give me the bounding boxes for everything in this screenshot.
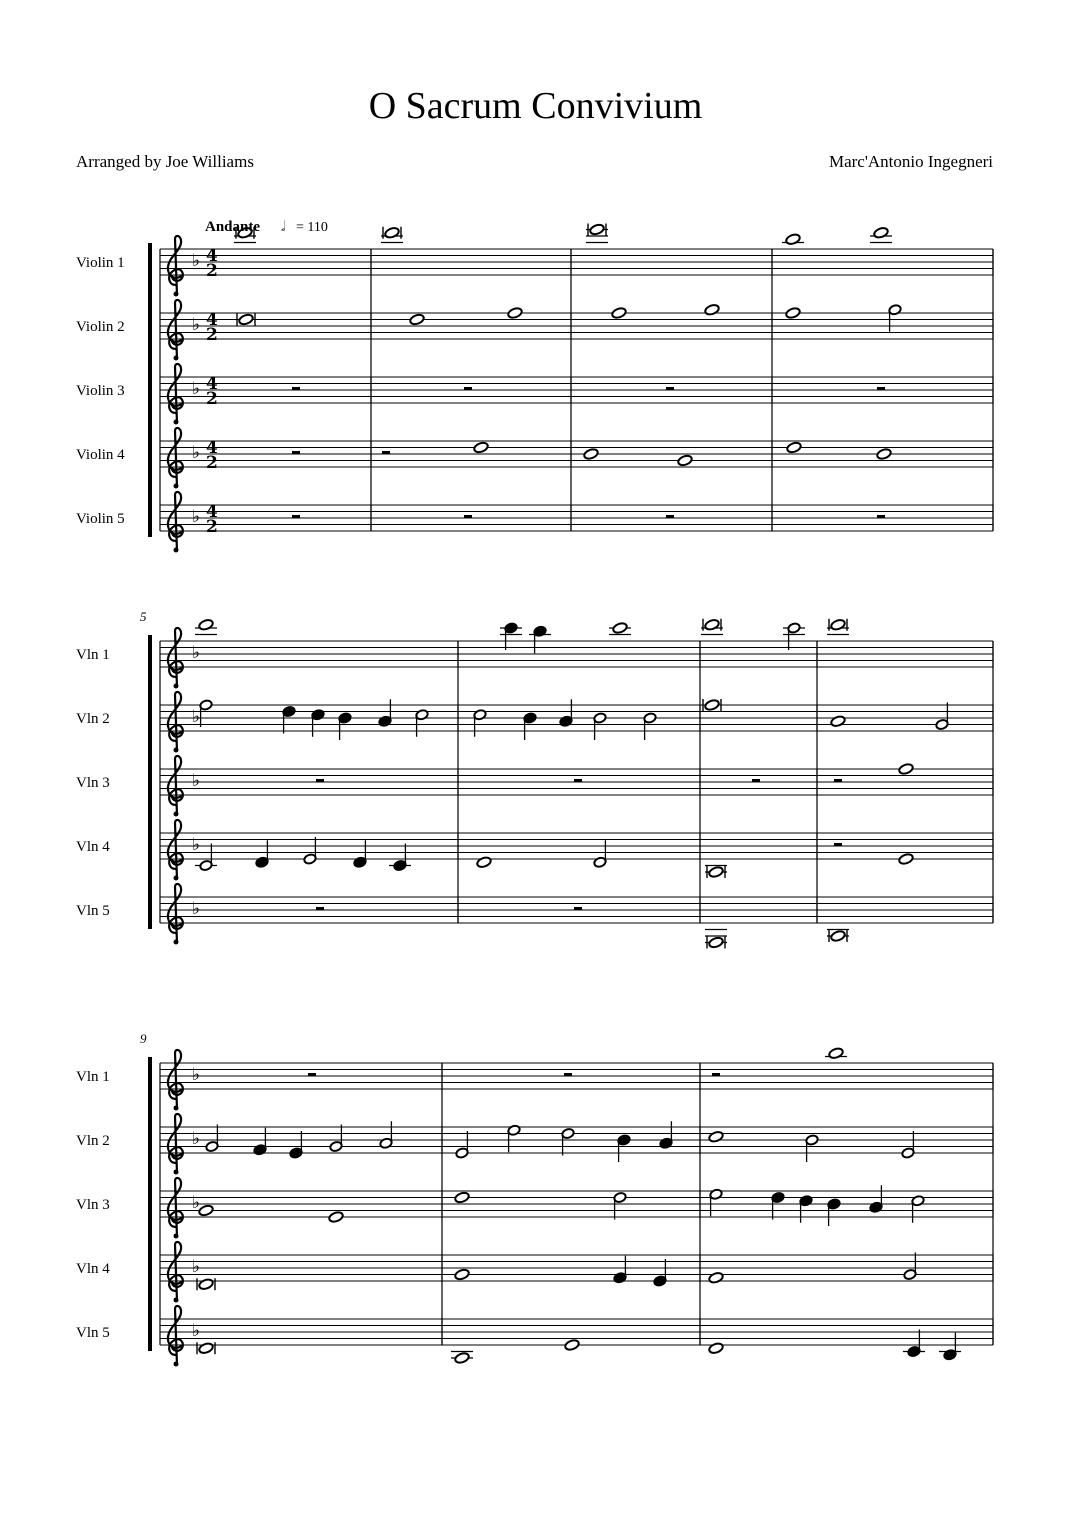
note-head — [704, 618, 720, 631]
tempo-marking — [205, 219, 328, 235]
part-name: Vln 5 — [76, 903, 110, 919]
note-head — [873, 226, 889, 239]
note-head — [409, 313, 425, 326]
time-signature-bottom: 2 — [206, 517, 218, 537]
flat-key-signature: ♭ — [192, 1321, 201, 1341]
treble-clef-icon — [168, 1178, 183, 1239]
note-head — [238, 313, 254, 326]
treble-clef-icon — [168, 300, 183, 361]
part-name: Vln 5 — [76, 1325, 110, 1341]
note-head — [785, 307, 801, 320]
staff — [76, 1114, 993, 1175]
staff — [76, 1047, 993, 1111]
tempo-note-icon: 𝅗𝅥 — [281, 220, 286, 235]
measure-number: 9 — [140, 1031, 147, 1046]
note-head — [384, 226, 400, 239]
note-head — [507, 307, 523, 320]
rest-icon — [877, 387, 885, 390]
note-head — [830, 930, 846, 943]
part-name: Vln 3 — [76, 775, 110, 791]
time-signature-bottom: 2 — [206, 389, 218, 409]
rest-icon — [292, 451, 300, 454]
note-head — [898, 853, 914, 866]
note-head — [612, 622, 628, 635]
note-head — [708, 1271, 724, 1284]
score-system — [76, 1031, 993, 1367]
part-name: Violin 5 — [76, 511, 125, 527]
note-head — [708, 1130, 724, 1143]
part-name: Vln 1 — [76, 1069, 110, 1085]
system-bracket — [148, 1057, 152, 1351]
note-head — [898, 763, 914, 776]
note-head — [708, 866, 724, 879]
rest-icon — [666, 387, 674, 390]
note-head — [564, 1339, 580, 1352]
staff — [76, 756, 993, 817]
time-signature-top: 4 — [206, 502, 218, 522]
treble-clef-icon — [168, 628, 183, 689]
rest-icon — [564, 1073, 572, 1076]
time-signature-top: 4 — [206, 310, 218, 330]
rest-icon — [834, 843, 842, 846]
note-head — [328, 1211, 344, 1224]
part-name: Vln 2 — [76, 711, 110, 727]
treble-clef-icon — [168, 884, 183, 945]
staff — [76, 492, 993, 553]
note-head — [611, 307, 627, 320]
measure-number: 5 — [140, 609, 147, 624]
flat-key-signature: ♭ — [192, 1129, 201, 1149]
staff — [76, 1242, 993, 1303]
note-head — [677, 454, 693, 467]
time-signature-bottom: 2 — [206, 261, 218, 281]
flat-key-signature: ♭ — [192, 1193, 201, 1213]
rest-icon — [464, 515, 472, 518]
rest-icon — [464, 387, 472, 390]
part-name: Violin 3 — [76, 383, 125, 399]
arranger-credit: Arranged by Joe Williams — [76, 152, 254, 171]
note-head — [454, 1268, 470, 1281]
note-head — [708, 936, 724, 949]
treble-clef-icon — [168, 428, 183, 489]
score-system — [76, 609, 993, 949]
note-head — [708, 1342, 724, 1355]
flat-key-signature: ♭ — [192, 251, 201, 271]
note-head — [454, 1352, 470, 1365]
flat-key-signature: ♭ — [192, 443, 201, 463]
note-head — [198, 1278, 214, 1291]
part-name: Vln 1 — [76, 647, 110, 663]
rest-icon — [834, 779, 842, 782]
time-signature-bottom: 2 — [206, 325, 218, 345]
staff — [76, 618, 993, 688]
flat-key-signature: ♭ — [192, 507, 201, 527]
flat-key-signature: ♭ — [192, 771, 201, 791]
note-head — [786, 441, 802, 454]
flat-key-signature: ♭ — [192, 1065, 201, 1085]
note-head — [828, 1047, 844, 1060]
note-head — [830, 618, 846, 631]
note-head — [830, 715, 846, 728]
staff — [76, 820, 993, 881]
treble-clef-icon — [168, 1306, 183, 1367]
time-signature-top: 4 — [206, 246, 218, 266]
staff — [76, 364, 993, 425]
note-head — [198, 1204, 214, 1217]
note-head — [704, 699, 720, 712]
rest-icon — [712, 1073, 720, 1076]
treble-clef-icon — [168, 364, 183, 425]
part-name: Vln 3 — [76, 1197, 110, 1213]
tempo-value: = 110 — [296, 220, 328, 235]
part-name: Violin 1 — [76, 255, 125, 271]
treble-clef-icon — [168, 756, 183, 817]
rest-icon — [308, 1073, 316, 1076]
rest-icon — [292, 515, 300, 518]
flat-key-signature: ♭ — [192, 899, 201, 919]
flat-key-signature: ♭ — [192, 707, 201, 727]
note-head — [704, 303, 720, 316]
note-head — [876, 448, 892, 461]
note-head — [589, 223, 605, 236]
note-head — [198, 1342, 214, 1355]
score-title: O Sacrum Convivium — [368, 85, 703, 127]
note-head — [476, 856, 492, 869]
note-head — [583, 448, 599, 461]
staff — [76, 884, 993, 949]
part-name: Vln 4 — [76, 839, 110, 855]
time-signature-top: 4 — [206, 374, 218, 394]
treble-clef-icon — [168, 820, 183, 881]
staff — [76, 300, 993, 361]
treble-clef-icon — [168, 236, 183, 297]
system-bracket — [148, 243, 152, 537]
staff — [76, 692, 993, 753]
part-name: Violin 2 — [76, 319, 125, 335]
staff — [76, 1306, 993, 1367]
tempo-text: Andante — [205, 219, 261, 235]
rest-icon — [666, 515, 674, 518]
rest-icon — [292, 387, 300, 390]
rest-icon — [574, 779, 582, 782]
rest-icon — [574, 907, 582, 910]
treble-clef-icon — [168, 1242, 183, 1303]
staff — [76, 428, 993, 489]
flat-key-signature: ♭ — [192, 643, 201, 663]
note-head — [198, 618, 214, 631]
treble-clef-icon — [168, 692, 183, 753]
note-head — [785, 233, 801, 246]
flat-key-signature: ♭ — [192, 379, 201, 399]
score-system — [76, 223, 993, 552]
staff — [76, 1178, 993, 1239]
note-head — [473, 441, 489, 454]
rest-icon — [316, 779, 324, 782]
part-name: Vln 2 — [76, 1133, 110, 1149]
flat-key-signature: ♭ — [192, 315, 201, 335]
rest-icon — [316, 907, 324, 910]
treble-clef-icon — [168, 1114, 183, 1175]
part-name: Violin 4 — [76, 447, 125, 463]
rest-icon — [382, 451, 390, 454]
flat-key-signature: ♭ — [192, 1257, 201, 1277]
flat-key-signature: ♭ — [192, 835, 201, 855]
system-bracket — [148, 635, 152, 929]
treble-clef-icon — [168, 492, 183, 553]
part-name: Vln 4 — [76, 1261, 110, 1277]
rest-icon — [877, 515, 885, 518]
time-signature-top: 4 — [206, 438, 218, 458]
composer-credit: Marc'Antonio Ingegneri — [828, 152, 993, 171]
time-signature-bottom: 2 — [206, 453, 218, 473]
rest-icon — [752, 779, 760, 782]
treble-clef-icon — [168, 1050, 183, 1111]
note-head — [454, 1191, 470, 1204]
